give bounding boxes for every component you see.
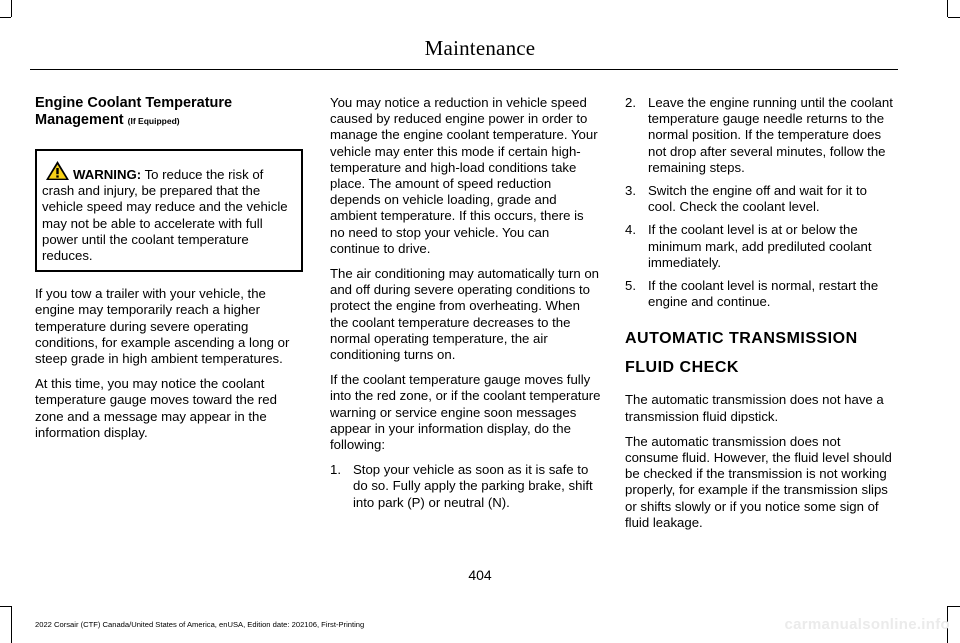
section-title-line-1: AUTOMATIC TRANSMISSION (625, 330, 858, 348)
list-item (625, 95, 896, 176)
crop-mark-top-left-v (11, 0, 12, 17)
paragraph-no-dipstick: The automatic transmission does not have a transmission fluid dipstick. (625, 392, 884, 424)
steps-list-continued (625, 95, 896, 310)
page-title: Maintenance (424, 36, 536, 60)
warning-triangle-icon (45, 160, 70, 181)
crop-mark-bottom-right-h (948, 606, 960, 607)
warning-label: WARNING: (73, 167, 142, 182)
paragraph-towing: If you tow a trailer with your vehicle, the engine may temporarily reach a higher temperature during severe operating conditions, for example ascending a long or steep grade in high ambient temperatures. (35, 286, 290, 367)
step-text: Switch the engine off and wait for it to cool. Check the coolant level. (648, 183, 867, 215)
steps-list-start (330, 462, 601, 511)
list-item (625, 222, 896, 271)
paragraph-fluid-level: The automatic transmission does not consume fluid. However, the fluid level should be checked if the transmission is not working properly, for example if the transmission slips or shifts slowly or if you notice some sign of fluid leakage. (625, 433, 892, 530)
page-number: 404 (468, 567, 492, 583)
step-text: If the coolant level is normal, restart the engine and continue. (648, 278, 879, 310)
watermark: carmanualsonline.info (784, 616, 950, 633)
paragraph-air-conditioning: The air conditioning may automatically turn on and off during severe operating conditions to protect the engine from overheating. When the coolant temperature decreases to the normal operating temperature, the air conditioning turns on. (330, 266, 600, 363)
list-item (625, 278, 896, 310)
step-number: 3. (625, 183, 636, 199)
step-number: 4. (625, 222, 636, 238)
column-middle (330, 95, 601, 518)
step-text: Stop your vehicle as soon as it is safe to do so. Fully apply the parking brake, shift into park (P) or neutral (N). (353, 462, 593, 510)
list-item (330, 462, 601, 511)
section-title-line-2: FLUID CHECK (625, 359, 739, 377)
step-number: 2. (625, 95, 636, 110)
column-right (625, 95, 896, 540)
section-heading-text: Engine Coolant Temperature Management (35, 95, 233, 128)
crop-mark-top-right-v (947, 0, 948, 17)
column-left (35, 95, 303, 450)
step-number: 5. (625, 278, 636, 294)
list-item (625, 183, 896, 215)
crop-mark-top-right-h (948, 17, 960, 18)
header-rule (30, 69, 898, 70)
section-heading-coolant (35, 95, 303, 129)
crop-mark-bottom-left-v (11, 606, 12, 643)
paragraph-red-zone: If the coolant temperature gauge moves fully into the red zone, or if the coolant temperature warning or service engine soon messages appear in your information display, do the following: (330, 372, 601, 453)
section-heading-note: (If Equipped) (127, 115, 180, 126)
paragraph-gauge: At this time, you may notice the coolant temperature gauge moves toward the red zone and a message may appear in the information display. (35, 376, 277, 440)
paragraph-speed-reduction: You may notice a reduction in vehicle speed caused by reduced engine power in order to manage the engine coolant temperature. Your vehicle may enter this mode if certain high-temperature and high-load conditions take place. The amount of speed reduction depends on vehicle loading, grade and ambient temperature. If this occurs, there is no need to stop your vehicle. You can continue to drive. (330, 95, 598, 256)
crop-mark-bottom-left-h (0, 606, 11, 607)
section-title-transmission (625, 329, 896, 377)
crop-mark-top-left-h (0, 17, 11, 18)
step-text: Leave the engine running until the coolant temperature gauge needle returns to the normal position. If the temperature does not drop after several minutes, follow the remaining steps. (648, 95, 893, 175)
step-number: 1. (330, 462, 341, 478)
step-text: If the coolant level is at or below the minimum mark, add prediluted coolant immediately. (648, 222, 872, 270)
warning-text: To reduce the risk of crash and injury, be prepared that the vehicle speed may reduce and the vehicle may not be able to accelerate with full power until the coolant temperature reduces. (42, 167, 288, 264)
footer-edition-text: 2022 Corsair (CTF) Canada/United States of America, enUSA, Edition date: 202106, First-Printing (35, 620, 365, 629)
warning-box (35, 149, 303, 272)
